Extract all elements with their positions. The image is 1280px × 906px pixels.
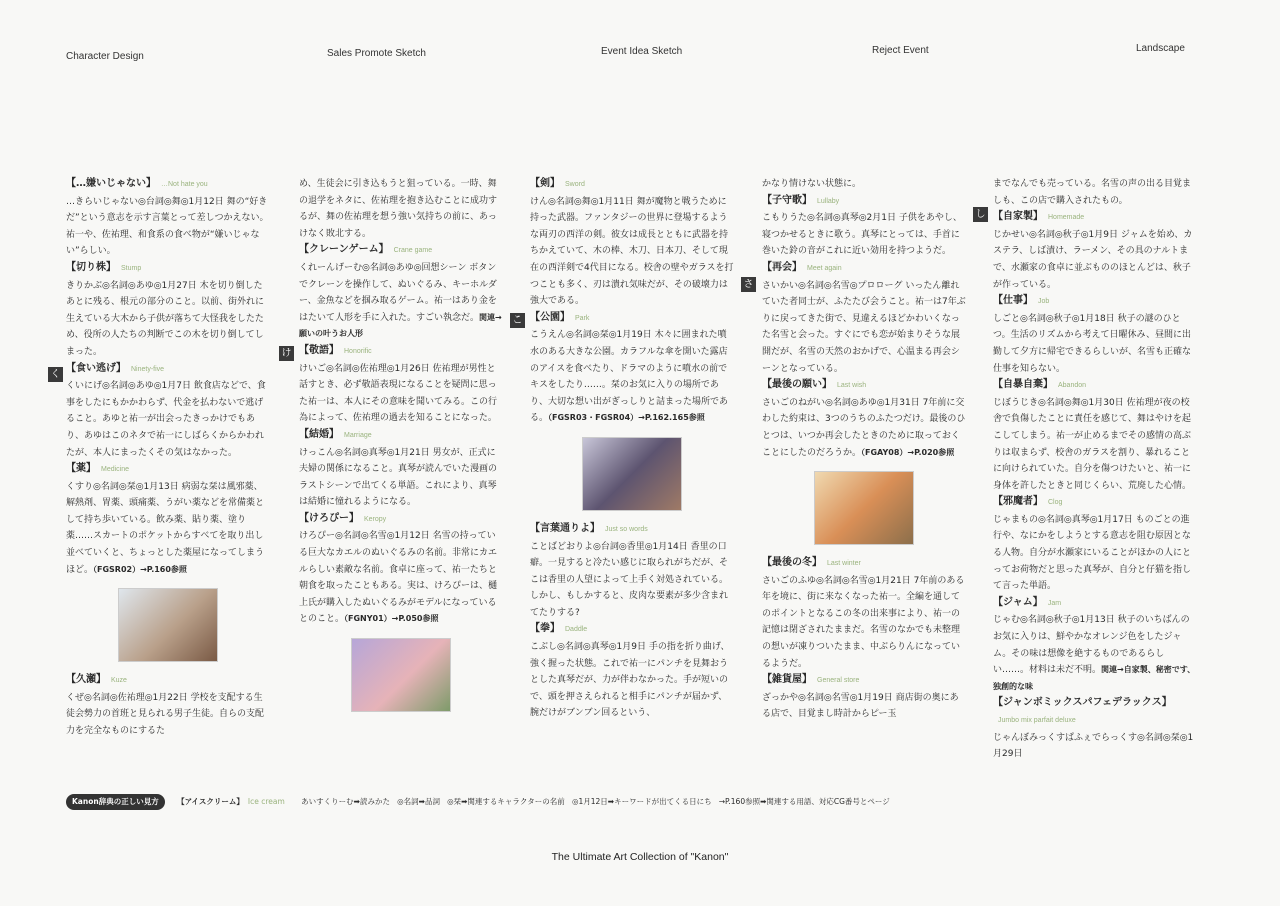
entry-english-label: Lullaby bbox=[817, 197, 840, 205]
entry-text: さいごのふゆ◎名詞◎名雪◎1月21日 7年前のある年を境に、街に来なくなった祐一。全編を通してのポイントとなるこの冬の出来事により、祐一の記憶は閉ざされたままだ。名雪のなかでも未整理の想いが凍りついたまま、中ぶらりんになっているようだ。 bbox=[762, 575, 965, 669]
nav-character-design[interactable]: Character Design bbox=[66, 51, 144, 62]
entry-heading bbox=[993, 595, 1197, 613]
entry-english-label: Crane game bbox=[393, 247, 433, 255]
entry-body bbox=[762, 210, 966, 260]
entry-heading bbox=[762, 672, 966, 690]
entry-english-label: Job bbox=[1038, 298, 1050, 306]
entry-text: こぶし◎名詞◎真琴◎1月9日 手の指を折り曲げ、強く握った状態。これで祐一にパンチを見舞おうとした真琴だが、力が伴わなかった。手が短いので、頭を押さえられると相手にパンチが届かず、腕だけがブンブン回るという、 bbox=[530, 642, 730, 719]
illustration-thumbnail bbox=[118, 588, 218, 662]
entry-text: …きらいじゃない◎台詞◎舞◎1月12日 舞の“好きだ”という意志を示す言葉とって差しつかえない。祐一や、佐祐理、和食系の食べ物が“嫌いじゃない”らしい。 bbox=[66, 196, 269, 257]
entry-text: きりかぶ◎名詞◎あゆ◎1月27日 木を切り倒したあとに残る、根元の部分のこと。以前、街外れに生えている大木から子供が落ちて大怪我をしたため、役所の人たちの判断でこの木を切り倒してしまった。 bbox=[66, 280, 265, 357]
entry-title: 【けろぴー】 bbox=[299, 512, 359, 524]
entry-text: め、生徒会に引き込もうと狙っている。一時、舞の退学をネタに、佐祐理を抱き込むことに成功するが、舞の佐祐理を想う強い気持ちの前に、あっけなく敗北する。 bbox=[299, 179, 498, 239]
entry-heading bbox=[299, 427, 503, 445]
entry-heading bbox=[66, 260, 270, 278]
entry-english-label: Ninety-five bbox=[131, 365, 165, 373]
entry-text: こうえん◎名詞◎栞◎1月19日 木々に囲まれた噴水のある大きな公園。カラフルな傘を開いた露店のアイスを食べたり、ドラマのように噴水の前でキスをしたり……。栞のお気に入りの場所であり、大切な想い出がぎっしりと詰まった場所である。 bbox=[530, 330, 729, 424]
entry-english-label: Jam bbox=[1047, 599, 1062, 607]
entry-heading bbox=[530, 521, 734, 539]
kana-index-ko: こ bbox=[510, 313, 525, 328]
entry-heading bbox=[993, 293, 1197, 311]
entry-text: しごと◎名詞◎秋子◎1月18日 秋子の謎のひとつ。生活のリズムから考えて日曜休み、昼間に出勤して夕方に帰宅できるらしいが、名雪も正確な仕事を知らない。 bbox=[993, 313, 1192, 374]
entry-english-label: Marriage bbox=[344, 431, 372, 439]
entry-title: 【邪魔者】 bbox=[993, 496, 1043, 508]
dictionary-column-5 bbox=[993, 176, 1197, 763]
entry-heading bbox=[762, 377, 966, 395]
legend-item: →P.160参照➡関連する用語、対応CG番号とページ bbox=[718, 797, 890, 806]
entry-body bbox=[530, 327, 734, 427]
entry-heading bbox=[762, 260, 966, 278]
entry-title: 【拳】 bbox=[530, 623, 560, 635]
entry-title: 【切り株】 bbox=[66, 261, 116, 273]
legend-entry-en: Ice cream bbox=[247, 797, 285, 806]
entry-title: 【ジャム】 bbox=[993, 596, 1043, 608]
entry-text: までなんでも売っている。名雪の声の出る目覚ましも、この店で購入されたもの。 bbox=[993, 179, 1192, 206]
entry-body bbox=[993, 227, 1197, 293]
legend-entry: 【アイスクリーム】 bbox=[177, 797, 244, 806]
entry-text: くぜ◎名詞◎佐祐理◎1月22日 学校を支配する生徒会勢力の首班と見られる男子生徒。自らの支配力を完全なものにするた bbox=[66, 692, 265, 737]
entry-text: けん◎名詞◎舞◎1月11日 舞が魔物と戦うために持った武器。ファンタジーの世界に登場するような両刃の西洋の剣。彼女は成長とともに武器を持ちかえていて、木の棒、木刀、日本刀、そして現在の西洋剣で4代目になる。校舎の壁やガラスを打つことも多く、刃は潰れ気味だが、その破壊力は強大である。 bbox=[530, 196, 734, 307]
entry-title: 【子守歌】 bbox=[762, 194, 812, 206]
footer-title: The Ultimate Art Collection of "Kanon" bbox=[551, 851, 729, 863]
nav-landscape[interactable]: Landscape bbox=[1136, 43, 1185, 54]
entry-reference: （FGAY08）→P.020参照 bbox=[861, 447, 955, 457]
entry-text: ことばどおりよ◎台詞◎香里◎1月14日 香里の口癖。一見すると冷たい感じに取られがちだが、そこは香里の人望によって上手く対処されている。しかし、もしかすると、皮肉な要素が多少含まれてたりする? bbox=[530, 541, 729, 618]
entry-heading bbox=[299, 242, 503, 260]
entry-heading bbox=[993, 377, 1197, 395]
entry-text: けっこん◎名詞◎真琴◎1月21日 男女が、正式に夫婦の関係になること。真琴が読んでいた漫画のラストシーンで出てくる単語。これにより、真琴は結婚に憧れるようになる。 bbox=[299, 447, 498, 508]
entry-reference: （FGSR02）→P.160参照 bbox=[93, 564, 187, 574]
entry-english-label: Sword bbox=[565, 181, 585, 188]
entry-text: じかせい◎名詞◎秋子◎1月9日 ジャムを始め、カステラ、しば漬け、ラーメン、その具のナルトまで、水瀬家の食卓に並ぶもののほとんどは、秋子が作っている。 bbox=[993, 229, 1193, 290]
entry-body bbox=[993, 612, 1197, 695]
entry-body bbox=[299, 361, 503, 427]
entry-title: 【クレーンゲーム】 bbox=[299, 244, 389, 256]
entry-text: じゃんぼみっくすぱふぇでらっくす◎名詞◎栞◎1月29日 bbox=[993, 732, 1194, 760]
legend-title: Kanon辞典の正しい見方 bbox=[66, 794, 165, 810]
entry-body bbox=[66, 378, 270, 461]
entry-text: じゃまもの◎名詞◎真琴◎1月17日 ものごとの進行や、なにかをしようとする意志を阻む原因となる人物。自分が水瀬家にいることがほかの人にとってお荷物だと思った真琴が、自分と仔猫を指して言った単語。 bbox=[993, 514, 1192, 592]
entry-title: 【仕事】 bbox=[993, 295, 1033, 307]
entry-reference: 関連→願いの叶うお人形 bbox=[299, 312, 502, 339]
entry-body bbox=[299, 528, 503, 628]
entry-title: 【雑貨屋】 bbox=[762, 674, 812, 686]
entry-body bbox=[66, 194, 270, 260]
entry-title: 【敬語】 bbox=[299, 344, 339, 356]
entry-reference: （FGNY01）→P.050参照 bbox=[344, 614, 439, 624]
entry-body bbox=[530, 539, 734, 622]
entry-text: さいごのねがい◎名詞◎あゆ◎1月31日 7年前に交わした約束は、3つのうちのふたつだけ。最後のひとつは、いつか再会したときのために取っておくことにしたのだろうか。 bbox=[762, 397, 966, 458]
entry-heading bbox=[299, 343, 503, 361]
entry-heading bbox=[66, 176, 270, 194]
entry-title: 【公園】 bbox=[530, 311, 570, 323]
entry-body bbox=[993, 176, 1197, 209]
entry-text: さいかい◎名詞◎名雪◎プロローグ いったん離れていた者同士が、ふたたび会うこと。祐一は7年ぶりに戻ってきた街で、見違えるほどかわいくなった名雪と会った。すぐにでも恋が始まりそうな展開だが、名雪の天然のおかげで、心温まる再会シーンとなっている。 bbox=[762, 280, 966, 374]
nav-event-idea-sketch[interactable]: Event Idea Sketch bbox=[601, 46, 683, 57]
entry-body bbox=[530, 639, 734, 722]
kana-index-ku: く bbox=[48, 367, 63, 382]
entry-title: 【自暴自棄】 bbox=[993, 379, 1053, 391]
illustration-thumbnail bbox=[351, 638, 451, 712]
entry-english-label: General store bbox=[817, 677, 860, 685]
entry-english-label: Just so words bbox=[605, 525, 648, 533]
entry-heading bbox=[530, 310, 734, 328]
entry-english-label: Abandon bbox=[1058, 382, 1087, 390]
illustration-thumbnail bbox=[814, 471, 914, 545]
entry-body bbox=[530, 194, 734, 310]
entry-english-label: Honorific bbox=[344, 347, 372, 355]
entry-body bbox=[66, 690, 270, 740]
entry-body bbox=[66, 479, 270, 579]
entry-english-label: Keropy bbox=[364, 515, 387, 523]
dictionary-column-3 bbox=[530, 176, 734, 722]
kana-index-ke: け bbox=[279, 346, 294, 361]
entry-body bbox=[993, 730, 1197, 763]
entry-body bbox=[299, 176, 503, 242]
entry-english-label: Kuze bbox=[111, 677, 127, 685]
entry-english-label: …Not hate you bbox=[161, 181, 208, 188]
entry-english-label: Clog bbox=[1048, 499, 1063, 507]
entry-english-label: Jumbo mix parfait deluxe bbox=[998, 717, 1076, 724]
entry-body bbox=[762, 278, 966, 378]
entry-title: 【再会】 bbox=[762, 261, 802, 273]
entry-english-label: Daddle bbox=[565, 626, 588, 634]
entry-heading bbox=[66, 361, 270, 379]
entry-body bbox=[993, 512, 1197, 595]
entry-english-label: Last winter bbox=[827, 560, 861, 568]
entry-text: じゃむ◎名詞◎秋子◎1月13日 秋子のいちばんのお気に入りは、鮮やかなオレンジ色をしたジャム。その味は想像を絶するものであるらしい……。材料は未だ不明。 bbox=[993, 615, 1190, 676]
nav-reject-event[interactable]: Reject Event bbox=[872, 45, 929, 56]
entry-text: じぼうじき◎名詞◎舞◎1月30日 佐祐理が夜の校舎で負傷したことに責任を感じて、舞はやけを起こしてしまう。祐一が止めるまでその感情の高ぶりは収まらず、校舎のガラスを割り、暴れることに向けられていた。自分を傷つけたいと、祐一に身体を許したときと同じくらい、荒廃した心情。 bbox=[993, 397, 1192, 491]
section-nav bbox=[0, 0, 1280, 80]
entry-heading bbox=[762, 193, 966, 211]
entry-title: 【結婚】 bbox=[299, 428, 339, 440]
entry-title: 【最後の願い】 bbox=[762, 379, 832, 391]
entry-heading bbox=[66, 672, 270, 690]
entry-heading bbox=[762, 555, 966, 573]
entry-body bbox=[762, 176, 966, 193]
entry-heading bbox=[66, 461, 270, 479]
dictionary-column-1 bbox=[66, 176, 270, 740]
legend-item: ◎1月12日➡キーワードが出てくる日にち bbox=[571, 797, 712, 806]
entry-text: くいにげ◎名詞◎あゆ◎1月7日 飲食店などで、食事をしたにもかかわらず、代金を払わないで逃げること。あゆと祐一が出会ったきっかけでもあり、あゆはこのネタで祐一にしばらくからかわれたが、本人にまったくその気はなかった。 bbox=[66, 381, 266, 458]
entry-english-label: Homemade bbox=[1048, 214, 1085, 222]
entry-heading bbox=[299, 511, 503, 529]
entry-heading bbox=[530, 176, 734, 194]
kana-index-sa: さ bbox=[741, 277, 756, 292]
entry-body bbox=[762, 573, 966, 673]
entry-title: 【食い逃げ】 bbox=[66, 362, 126, 374]
entry-reference: 関連→自家製、秘密です、独創的な味 bbox=[993, 665, 1196, 691]
entry-body bbox=[993, 311, 1197, 377]
entry-text: くすり◎名詞◎栞◎1月13日 病弱な栞は風邪薬、解熱剤、胃薬、頭痛薬、うがい薬などを常備薬として持ち歩いている。飲み薬、貼り薬、塗り薬……スカートのポケットからすべてを取り出し並べていくと、ちょっとした薬屋になってしまうほど。 bbox=[66, 481, 265, 575]
entry-english-label: Park bbox=[575, 314, 590, 322]
dictionary-column-4 bbox=[762, 176, 966, 723]
entry-body bbox=[299, 445, 503, 511]
nav-sales-promote-sketch[interactable]: Sales Promote Sketch bbox=[327, 48, 426, 59]
entry-english-label: Meet again bbox=[807, 264, 842, 272]
entry-heading bbox=[530, 621, 734, 639]
entry-english-label: Stump bbox=[121, 264, 142, 272]
entry-title: 【最後の冬】 bbox=[762, 557, 822, 569]
entry-title: 【言葉通りよ】 bbox=[530, 522, 600, 534]
dictionary-column-2 bbox=[299, 176, 503, 722]
entry-title: 【薬】 bbox=[66, 463, 96, 475]
entry-english-label: Last wish bbox=[837, 382, 867, 390]
legend-item: あいすくりーむ➡読みかた bbox=[301, 797, 390, 806]
entry-heading bbox=[993, 695, 1197, 729]
entry-text: こもりうた◎名詞◎真琴◎2月1日 子供をあやし、寝つかせるときに歌う。真琴にとっては、手首に巻いた鈴の音がこれに近い効用を持つようだ。 bbox=[762, 213, 962, 257]
entry-text: けいご◎名詞◎佐祐理◎1月26日 佐祐理が男性と話すとき、必ず敬語表現になることを疑問に思った祐一は、本人にその意味を聞いてみる。この行為によって、佐祐理の過去を知ることになった。 bbox=[299, 363, 498, 424]
entry-text: かなり情けない状態に。 bbox=[762, 179, 862, 189]
entry-reference: （FGSR03・FGSR04）→P.162.165参照 bbox=[548, 413, 705, 423]
illustration-thumbnail bbox=[582, 437, 682, 511]
entry-text: くれーんげーむ◎名詞◎あゆ◎回想シーン ボタンでクレーンを操作して、ぬいぐるみ、キーホルダー、金魚などを掴み取るゲーム。祐一はあり金をはたいて人形を手に入れた。すごい執念だ。 bbox=[299, 262, 497, 323]
legend-bar bbox=[66, 794, 966, 810]
entry-body bbox=[993, 395, 1197, 495]
entry-title: 【久瀬】 bbox=[66, 674, 106, 686]
entry-title: 【剣】 bbox=[530, 178, 560, 189]
entry-title: 【自家製】 bbox=[993, 211, 1043, 223]
entry-body bbox=[299, 260, 503, 343]
entry-text: ざっかや◎名詞◎名雪◎1月19日 商店街の奥にある店で、目覚まし時計からピー玉 bbox=[762, 692, 959, 720]
entry-body bbox=[762, 690, 966, 723]
entry-body bbox=[66, 278, 270, 361]
entry-body bbox=[762, 395, 966, 461]
entry-text: けろぴー◎名詞◎名雪◎1月12日 名雪の持っている巨大なカエルのぬいぐるみの名前。非常にカエルらしい素敵な名前。食卓に座って、祐一たちと朝食を取ったこともある。実は、けろぴーは、樋上氏が購入したぬいぐるみがモデルになっているとのこと。 bbox=[299, 531, 498, 625]
legend-item: ◎名詞➡品詞 bbox=[397, 797, 440, 806]
entry-heading bbox=[993, 209, 1197, 227]
legend-item: ◎栞➡関連するキャラクターの名前 bbox=[447, 797, 565, 806]
entry-english-label: Medicine bbox=[101, 466, 130, 474]
kana-index-shi: し bbox=[973, 207, 988, 222]
entry-title: 【…嫌いじゃない】 bbox=[66, 178, 156, 189]
entry-heading bbox=[993, 494, 1197, 512]
entry-title: 【ジャンボミックスパフェデラックス】 bbox=[993, 697, 1172, 709]
